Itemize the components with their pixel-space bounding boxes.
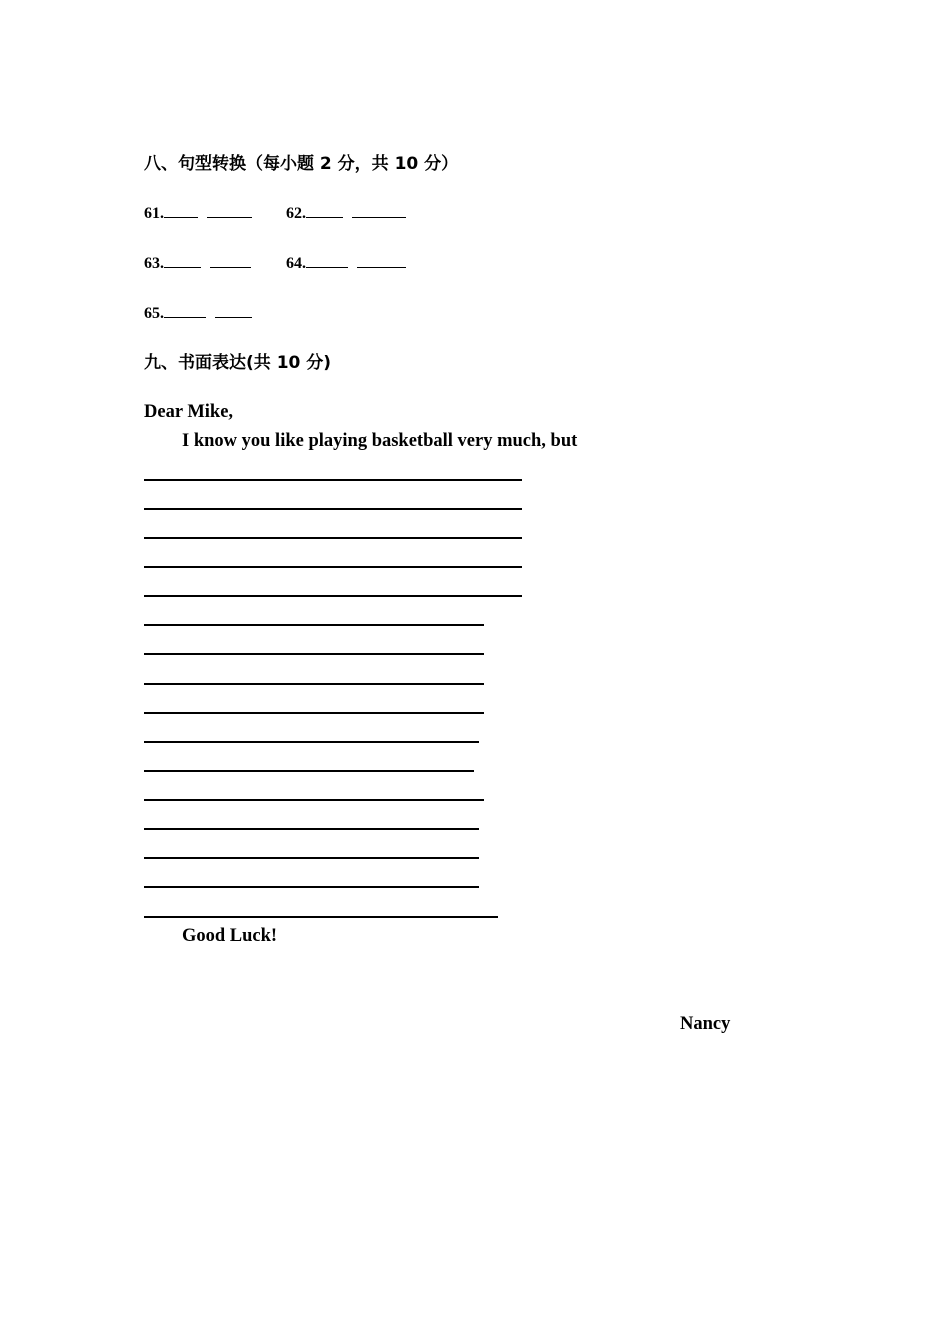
- writing-line[interactable]: [144, 770, 474, 772]
- writing-line[interactable]: [144, 566, 522, 568]
- writing-line[interactable]: [144, 683, 484, 685]
- question-number: 65.: [144, 305, 164, 322]
- writing-line[interactable]: [144, 595, 522, 597]
- answer-blank[interactable]: [210, 252, 251, 268]
- answer-item-62: [286, 202, 406, 223]
- answer-blank[interactable]: [357, 252, 406, 268]
- writing-line[interactable]: [144, 712, 484, 714]
- writing-line[interactable]: [144, 886, 479, 888]
- answer-blank[interactable]: [164, 202, 198, 218]
- answer-item-65: [144, 302, 252, 323]
- writing-line[interactable]: [144, 799, 484, 801]
- writing-line[interactable]: [144, 828, 479, 830]
- answer-item-63: [144, 252, 251, 273]
- answer-item-61: [144, 202, 252, 223]
- question-number: 61.: [144, 205, 164, 222]
- letter-greeting: Dear Mike,: [144, 402, 234, 422]
- writing-line[interactable]: [144, 741, 479, 743]
- section-8-title: 八、句型转换（每小题 2 分，共 10 分）: [144, 154, 459, 174]
- letter-closing: Good Luck!: [182, 926, 278, 946]
- answer-blank[interactable]: [306, 202, 343, 218]
- answer-blank[interactable]: [352, 202, 406, 218]
- writing-line[interactable]: [144, 653, 484, 655]
- answer-blank[interactable]: [164, 302, 206, 318]
- section-9-title: 九、书面表达(共 10 分): [144, 353, 332, 373]
- letter-signature: Nancy: [680, 1014, 731, 1034]
- writing-line[interactable]: [144, 916, 498, 918]
- answer-blank[interactable]: [207, 202, 252, 218]
- writing-line[interactable]: [144, 537, 522, 539]
- question-number: 64.: [286, 255, 306, 272]
- writing-line[interactable]: [144, 857, 479, 859]
- writing-line[interactable]: [144, 508, 522, 510]
- writing-line[interactable]: [144, 479, 522, 481]
- question-number: 63.: [144, 255, 164, 272]
- answer-blank[interactable]: [164, 252, 201, 268]
- answer-blank[interactable]: [306, 252, 348, 268]
- answer-item-64: [286, 252, 406, 273]
- answer-blank[interactable]: [215, 302, 252, 318]
- writing-line[interactable]: [144, 624, 484, 626]
- question-number: 62.: [286, 205, 306, 222]
- letter-opening: I know you like playing basketball very much, but: [182, 431, 578, 451]
